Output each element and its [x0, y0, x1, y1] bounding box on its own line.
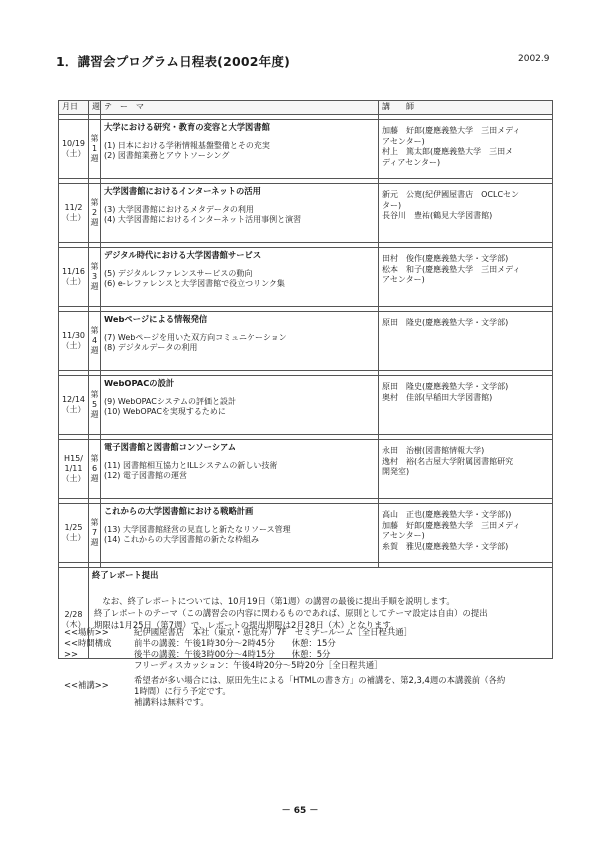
session-subtopic: (10) WebOPACを実現するために [104, 407, 226, 416]
session-week-line: 第 [90, 326, 99, 335]
session-subtopic: (7) Webページを用いた双方向コミュニケーション [104, 332, 287, 342]
session-week [89, 440, 101, 499]
session-theme-title: 電子図書館と図書館コンソーシアム [104, 442, 237, 452]
time-line: 前半の講義：午後1時30分～2時45分 休憩：15分 [134, 638, 336, 648]
session-row [59, 504, 553, 563]
session-lecturers [379, 312, 553, 371]
session-week-line: 週 [90, 218, 99, 227]
session-date-line: 10/19 [61, 139, 86, 148]
session-week-line: 週 [90, 474, 99, 483]
lecturer-line: 逸村 裕(名古屋大学附属図書館研究 [382, 456, 514, 466]
page-number: － 65 － [281, 806, 319, 816]
session-date-line: 11/30 [61, 331, 86, 340]
schedule-table [58, 100, 553, 659]
time-line: フリーディスカッション：午後4時20分～5時20分［全日程共通］ [134, 660, 383, 670]
place-value: 紀伊國屋書店 本社（東京・恵比寿）7F セミナールーム［全日程共通］ [134, 627, 412, 637]
lecturer-line: 奥村 佳部(早稲田大学図書館) [382, 392, 493, 402]
session-theme [101, 184, 379, 243]
session-week-line: 週 [90, 346, 99, 355]
session-week [89, 248, 101, 307]
document-date: 2002.9 [518, 54, 550, 64]
session-week-line: 3 [91, 272, 98, 281]
report-line: 終了レポートのテーマ（この講習会の内容に関わるものであれば、原則としてテーマ設定は自由）の提出 [94, 607, 488, 618]
session-week-line: 7 [91, 528, 98, 537]
session-week-line: 第 [90, 262, 99, 271]
session-week-line: 6 [91, 464, 98, 473]
lecturer-line: 新元 公寛(紀伊國屋書店 OCLCセン [382, 190, 520, 199]
session-week [89, 120, 101, 179]
session-week-line: 第 [90, 198, 99, 207]
lecturer-line: 松本 和子(慶應義塾大学 三田メディ [382, 264, 521, 274]
lecturer-line: 加藤 好郎(慶應義塾大学 三田メディ [382, 126, 521, 135]
session-lecturers [379, 184, 553, 243]
session-theme-title: これからの大学図書館における戦略計画 [104, 506, 254, 516]
session-date [59, 120, 89, 179]
session-theme [101, 312, 379, 371]
time-line: 後半の講義：午後3時00分～4時15分 休憩：5分 [134, 649, 331, 659]
session-subtopic: (2) 図書館業務とアウトソーシング [104, 151, 230, 160]
session-lecturers [379, 248, 553, 307]
supplement-line: 補講料は無料です。 [134, 697, 209, 707]
session-week [89, 312, 101, 371]
session-date [59, 440, 89, 499]
session-subtopic: (5) デジタルレファレンスサービスの動向 [104, 268, 253, 278]
session-date-line: 1/25 [64, 523, 83, 532]
session-lecturers [379, 120, 553, 179]
session-theme-title: デジタル時代における大学図書館サービス [104, 250, 262, 260]
lecturer-line: 村上 篤太郎(慶應義塾大学 三田メ [382, 147, 514, 156]
session-subtopic: (13) 大学図書館経営の見直しと新たなリソース管理 [104, 524, 291, 534]
time-label-end: >> [64, 649, 79, 659]
session-row [59, 120, 553, 179]
session-row [59, 248, 553, 307]
report-line: なお、終了レポートについては、10月19日（第1週）の講習の最後に提出手順を説明します。 [94, 595, 455, 606]
course-info [64, 627, 564, 708]
session-week-line: 5 [91, 400, 98, 409]
session-date-line: 11/2 [64, 203, 83, 212]
session-date [59, 184, 89, 243]
header-week: 週 [89, 101, 101, 115]
session-week-line: 第 [90, 390, 99, 399]
session-date-line: （土） [61, 149, 86, 158]
lecturer-line: 原田 隆史(慶應義塾大学・文学部) [382, 382, 509, 391]
session-date-line: 11/16 [61, 267, 86, 276]
time-row [64, 638, 564, 671]
session-lecturers [379, 504, 553, 563]
session-date-line: （土） [61, 533, 86, 542]
header-date: 月日 [59, 101, 89, 115]
session-row [59, 376, 553, 435]
lecturer-line: 高山 正也(慶應義塾大学・文学部)) [382, 510, 512, 519]
session-week-line: 第 [90, 518, 99, 527]
lecturer-line: ディアセンター) [382, 157, 441, 167]
session-subtopic: (11) 図書館相互協力とILLシステムの新しい技術 [104, 460, 278, 470]
session-week-line: 1 [91, 144, 98, 153]
session-subtopic: (1) 日本における学術情報基盤整備とその充実 [104, 140, 270, 150]
session-week [89, 376, 101, 435]
session-row [59, 184, 553, 243]
place-label: <<場所>> [64, 627, 109, 637]
lecturer-line: 永田 治樹(図書館情報大学) [382, 446, 485, 455]
time-label: <<時間構成 [64, 638, 112, 648]
supplement-row [64, 675, 564, 708]
session-theme [101, 504, 379, 563]
session-theme-title: WebOPACの設計 [104, 378, 175, 388]
session-date [59, 376, 89, 435]
supplement-line: 希望者が多い場合には、原田先生による「HTMLの書き方」の補講を、第2,3,4週の本講義前（各約 [134, 675, 506, 685]
session-subtopic: (4) 大学図書館におけるインターネット活用事例と演習 [104, 215, 302, 224]
report-title: 終了レポート提出 [92, 570, 159, 580]
place-row [64, 627, 564, 638]
table-header-row [59, 101, 553, 115]
session-week-line: 2 [91, 208, 98, 217]
session-week [89, 184, 101, 243]
report-body [92, 595, 549, 631]
supplement-line: 1時間）に行う予定です。 [134, 686, 231, 696]
session-lecturers [379, 440, 553, 499]
session-date [59, 312, 89, 371]
session-week-line: 4 [91, 336, 98, 345]
session-week-line: 第 [90, 454, 99, 463]
session-row [59, 312, 553, 371]
session-date-line: 1/11 [64, 464, 83, 473]
session-theme [101, 376, 379, 435]
lecturer-line: アセンター) [382, 531, 425, 540]
session-subtopic: (9) WebOPACシステムの評価と設計 [104, 396, 237, 406]
session-theme-title: Webページによる情報発信 [104, 314, 208, 324]
session-theme-title: 大学図書館におけるインターネットの活用 [104, 186, 261, 196]
session-date-line: 12/14 [61, 395, 86, 404]
session-week-line: 週 [90, 538, 99, 547]
lecturer-line: ター) [382, 200, 402, 210]
lecturer-line: アセンター) [382, 275, 425, 284]
session-date [59, 504, 89, 563]
session-date-line: H15/ [64, 454, 83, 463]
session-week [89, 504, 101, 563]
report-date-line: （木） [61, 620, 86, 629]
session-subtopic: (8) デジタルデータの利用 [104, 343, 198, 352]
session-row [59, 440, 553, 499]
session-date-line: （土） [61, 277, 86, 286]
session-week-line: 週 [90, 410, 99, 419]
session-subtopic: (3) 大学図書館におけるメタデータの利用 [104, 204, 254, 214]
lecturer-line: アセンター) [382, 136, 425, 146]
lecturer-line: 糸賀 雅児(慶應義塾大学・文学部) [382, 541, 509, 551]
lecturer-line: 田村 俊作(慶應義塾大学・文学部) [382, 254, 509, 263]
session-subtopic: (12) 電子図書館の運営 [104, 471, 187, 480]
session-theme [101, 440, 379, 499]
session-date [59, 248, 89, 307]
session-theme [101, 248, 379, 307]
session-theme-title: 大学における研究・教育の変容と大学図書館 [104, 122, 270, 132]
session-date-line: （土） [61, 405, 86, 414]
lecturer-line: 開発室) [382, 467, 410, 476]
session-week-line: 週 [90, 154, 99, 163]
session-week-line: 週 [90, 282, 99, 291]
session-subtopic: (14) これからの大学図書館の新たな枠組み [104, 535, 259, 544]
session-theme [101, 120, 379, 179]
header-lecturer: 講 師 [379, 101, 553, 115]
session-lecturers [379, 376, 553, 435]
session-date-line: （土） [61, 474, 86, 483]
session-date-line: （土） [61, 213, 86, 222]
session-date-line: （土） [61, 341, 86, 350]
session-subtopic: (6) e-レファレンスと大学図書館で役立つリンク集 [104, 279, 285, 288]
header-theme: テ ー マ [101, 101, 379, 115]
lecturer-line: 加藤 好郎(慶應義塾大学 三田メディ [382, 520, 521, 530]
report-line: 期限は1月25日（第7週）で、レポートの提出期限は2月28日（木）となります。 [94, 619, 399, 630]
lecturer-line: 原田 隆史(慶應義塾大学・文学部) [382, 318, 509, 327]
lecturer-line: 長谷川 豊祐(鶴見大学図書館) [382, 211, 493, 220]
page-title: 1．講習会プログラム日程表(2002年度) [56, 54, 290, 69]
supplement-label: <<補講>> [64, 680, 109, 690]
session-week-line: 第 [90, 134, 99, 143]
report-date-line: 2/28 [64, 610, 83, 619]
